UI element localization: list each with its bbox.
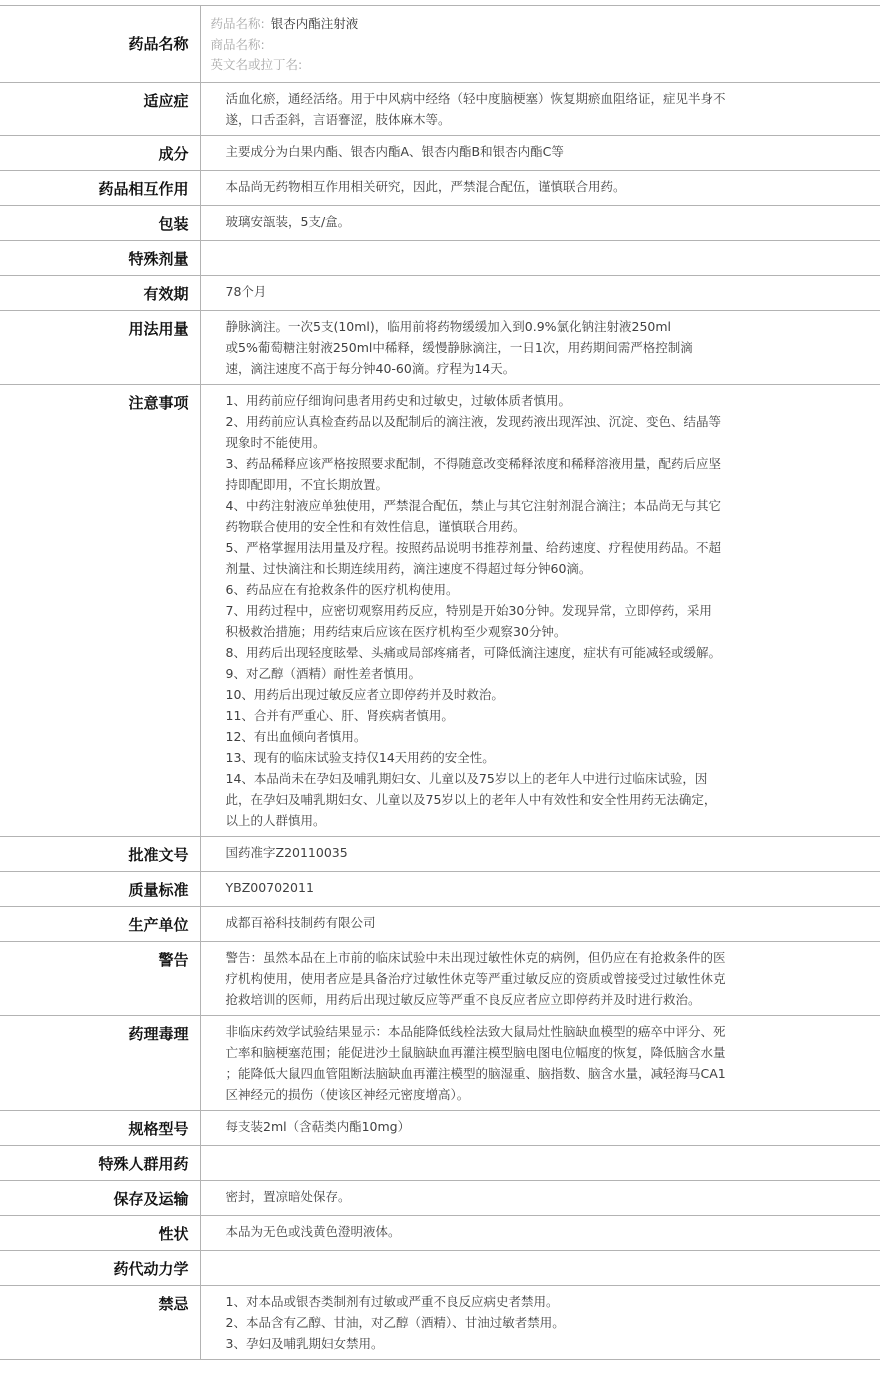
row-precautions bbox=[0, 384, 880, 836]
row-value bbox=[200, 1215, 880, 1250]
row-value-line: 玻璃安瓿装，5支/盒。 bbox=[225, 213, 351, 229]
row-value-line: 14、本品尚未在孕妇及哺乳期妇女、儿童以及75岁以上的老年人中进行过临床试验，因 bbox=[225, 770, 708, 786]
row-value-line: 警告：虽然本品在上市前的临床试验中未出现过敏性休克的病例，但仍应在有抢救条件的医 bbox=[225, 949, 726, 965]
row-value bbox=[200, 1110, 880, 1145]
row-value-line: 抢救培训的医师，用药后出现过敏反应等严重不良反应者应立即停药并及时进行救治。 bbox=[225, 991, 701, 1007]
row-label: 包装 bbox=[0, 205, 200, 240]
generic-name-label: 药品名称: bbox=[210, 16, 265, 31]
row-value-line: 成都百裕科技制药有限公司 bbox=[225, 914, 376, 930]
row-label: 成分 bbox=[0, 135, 200, 170]
row-special-dosage bbox=[0, 240, 880, 275]
row-value-line: 现象时不能使用。 bbox=[225, 434, 326, 450]
row-value-line: 区神经元的损伤（使该区神经元密度增高）。 bbox=[225, 1086, 470, 1102]
row-label: 药品相互作用 bbox=[0, 170, 200, 205]
row-value-line: 2、本品含有乙醇、甘油，对乙醇（酒精）、甘油过敏者禁用。 bbox=[225, 1314, 565, 1330]
row-label: 质量标准 bbox=[0, 871, 200, 906]
row-value-line: 疗机构使用，使用者应是具备治疗过敏性休克等严重过敏反应的资质或曾接受过过敏性休克 bbox=[225, 970, 726, 986]
row-value-line: 11、合并有严重心、肝、肾疾病者慎用。 bbox=[225, 707, 454, 723]
row-value-line: 每支装2ml（含萜类内酯10mg） bbox=[225, 1118, 411, 1134]
row-value-line: 速，滴注速度不高于每分钟40-60滴。疗程为14天。 bbox=[225, 360, 516, 376]
row-storage-transport bbox=[0, 1180, 880, 1215]
row-value-line: 遂，口舌歪斜，言语謇涩，肢体麻木等。 bbox=[225, 111, 451, 127]
row-value-line: 3、孕妇及哺乳期妇女禁用。 bbox=[225, 1335, 384, 1351]
row-label: 警告 bbox=[0, 941, 200, 1015]
trade-name-label: 商品名称: bbox=[210, 36, 265, 52]
row-value-line: 密封，置凉暗处保存。 bbox=[225, 1188, 351, 1204]
row-value bbox=[200, 906, 880, 941]
row-label: 性状 bbox=[0, 1215, 200, 1250]
row-value bbox=[200, 1180, 880, 1215]
row-label: 适应症 bbox=[0, 82, 200, 135]
generic-name-value: 银杏内酯注射液 bbox=[270, 16, 359, 31]
row-value-line: 主要成分为白果内酯、银杏内酯A、银杏内酯B和银杏内酯C等 bbox=[225, 143, 564, 159]
english-name-label: 英文名或拉丁名: bbox=[210, 57, 303, 72]
row-ingredients bbox=[0, 135, 880, 170]
row-value-line: 剂量、过快滴注和长期连续用药，滴注速度不得超过每分钟60滴。 bbox=[225, 560, 592, 576]
row-value-line: 7、用药过程中，应密切观察用药反应，特别是开始30分钟。发现异常，立即停药，采用 bbox=[225, 602, 712, 618]
row-value bbox=[200, 871, 880, 906]
drug-name-cell bbox=[200, 6, 880, 83]
row-shelf-life bbox=[0, 275, 880, 310]
row-label: 生产单位 bbox=[0, 906, 200, 941]
row-value bbox=[200, 240, 880, 275]
generic-name-line bbox=[211, 14, 871, 35]
row-special-populations bbox=[0, 1145, 880, 1180]
row-manufacturer bbox=[0, 906, 880, 941]
row-value-line: 1、用药前应仔细询问患者用药史和过敏史，过敏体质者慎用。 bbox=[225, 392, 571, 408]
row-label: 药代动力学 bbox=[0, 1250, 200, 1285]
row-quality-standard bbox=[0, 871, 880, 906]
row-value bbox=[200, 205, 880, 240]
row-value bbox=[200, 836, 880, 871]
row-label: 特殊人群用药 bbox=[0, 1145, 200, 1180]
drug-info-table bbox=[0, 5, 880, 1360]
row-label: 保存及运输 bbox=[0, 1180, 200, 1215]
row-value bbox=[200, 1285, 880, 1359]
row-value bbox=[200, 941, 880, 1015]
row-label: 特殊剂量 bbox=[0, 240, 200, 275]
row-value-line: 本品为无色或浅黄色澄明液体。 bbox=[225, 1223, 401, 1239]
row-value bbox=[200, 82, 880, 135]
row-packaging bbox=[0, 205, 880, 240]
row-value-line: 国药准字Z20110035 bbox=[225, 844, 348, 860]
row-value-line: 8、用药后出现轻度眩晕、头痛或局部疼痛者，可降低滴注速度，症状有可能减轻或缓解。 bbox=[225, 644, 721, 660]
row-label: 批准文号 bbox=[0, 836, 200, 871]
row-value-line: 6、药品应在有抢救条件的医疗机构使用。 bbox=[225, 581, 459, 597]
row-label: 药品名称 bbox=[0, 6, 200, 83]
row-value-line: 本品尚无药物相互作用相关研究，因此，严禁混合配伍，谨慎联合用药。 bbox=[225, 178, 626, 194]
row-contraindications bbox=[0, 1285, 880, 1359]
row-value bbox=[200, 135, 880, 170]
row-label: 注意事项 bbox=[0, 384, 200, 836]
row-value bbox=[200, 384, 880, 836]
row-value-line: 静脉滴注。一次5支(10ml)，临用前将药物缓缓加入到0.9%氯化钠注射液250ml bbox=[225, 318, 672, 334]
row-specification bbox=[0, 1110, 880, 1145]
trade-name-line bbox=[211, 35, 871, 56]
row-drug-name bbox=[0, 6, 880, 83]
row-value-line: 活血化瘀，通经活络。用于中风病中经络（轻中度脑梗塞）恢复期瘀血阻络证，症见半身不 bbox=[225, 90, 726, 106]
row-indications bbox=[0, 82, 880, 135]
row-value-line: 此，在孕妇及哺乳期妇女、儿童以及75岁以上的老年人中有效性和安全性用药无法确定， bbox=[225, 791, 717, 807]
row-value-line: 3、药品稀释应该严格按照要求配制，不得随意改变稀释浓度和稀释溶液用量，配药后应坚 bbox=[225, 455, 721, 471]
row-value-line: 9、对乙醇（酒精）耐性差者慎用。 bbox=[225, 665, 421, 681]
row-value-line: 78个月 bbox=[225, 283, 267, 299]
row-value-line: 5、严格掌握用法用量及疗程。按照药品说明书推荐剂量、给药速度、疗程使用药品。不超 bbox=[225, 539, 721, 555]
row-value-line: 或5%葡萄糖注射液250ml中稀释，缓慢静脉滴注，一日1次，用药期间需严格控制滴 bbox=[225, 339, 693, 355]
row-label: 用法用量 bbox=[0, 310, 200, 384]
row-value bbox=[200, 1250, 880, 1285]
row-value bbox=[200, 310, 880, 384]
row-pharmacokinetics bbox=[0, 1250, 880, 1285]
row-value-line: 2、用药前应认真检查药品以及配制后的滴注液，发现药液出现浑浊、沉淀、变色、结晶等 bbox=[225, 413, 721, 429]
row-value-line: 1、对本品或银杏类制剂有过敏或严重不良反应病史者禁用。 bbox=[225, 1293, 559, 1309]
row-value bbox=[200, 1145, 880, 1180]
row-drug-interactions bbox=[0, 170, 880, 205]
row-approval-number bbox=[0, 836, 880, 871]
row-value-line: 积极救治措施；用药结束后应该在医疗机构至少观察30分钟。 bbox=[225, 623, 567, 639]
row-label: 禁忌 bbox=[0, 1285, 200, 1359]
row-label: 规格型号 bbox=[0, 1110, 200, 1145]
row-label: 有效期 bbox=[0, 275, 200, 310]
row-description bbox=[0, 1215, 880, 1250]
row-value-line: YBZ00702011 bbox=[225, 879, 314, 895]
row-value-line: 13、现有的临床试验支持仅14天用药的安全性。 bbox=[225, 749, 495, 765]
row-value bbox=[200, 275, 880, 310]
row-pharmacology-toxicology bbox=[0, 1015, 880, 1110]
row-value-line: 10、用药后出现过敏反应者立即停药并及时救治。 bbox=[225, 686, 504, 702]
row-value bbox=[200, 1015, 880, 1110]
row-value-line: 药物联合使用的安全性和有效性信息，谨慎联合用药。 bbox=[225, 518, 526, 534]
row-value-line: 亡率和脑梗塞范围；能促进沙土鼠脑缺血再灌注模型脑电图电位幅度的恢复，降低脑含水量 bbox=[225, 1044, 726, 1060]
row-value-line: 4、中药注射液应单独使用，严禁混合配伍，禁止与其它注射剂混合滴注；本品尚无与其它 bbox=[225, 497, 721, 513]
row-value-line: ；能降低大鼠四血管阻断法脑缺血再灌注模型的脑湿重、脑指数、脑含水量，减轻海马CA1 bbox=[225, 1065, 726, 1081]
english-name-line bbox=[211, 55, 871, 76]
row-value-line: 以上的人群慎用。 bbox=[225, 812, 326, 828]
row-warning bbox=[0, 941, 880, 1015]
row-value-line: 持即配即用，不宜长期放置。 bbox=[225, 476, 389, 492]
row-usage-dosage bbox=[0, 310, 880, 384]
drug-info-table-body bbox=[0, 6, 880, 1360]
row-label: 药理毒理 bbox=[0, 1015, 200, 1110]
row-value bbox=[200, 170, 880, 205]
row-value-line: 12、有出血倾向者慎用。 bbox=[225, 728, 367, 744]
row-value-line: 非临床药效学试验结果显示：本品能降低线栓法致大鼠局灶性脑缺血模型的癌卒中评分、死 bbox=[225, 1023, 726, 1039]
